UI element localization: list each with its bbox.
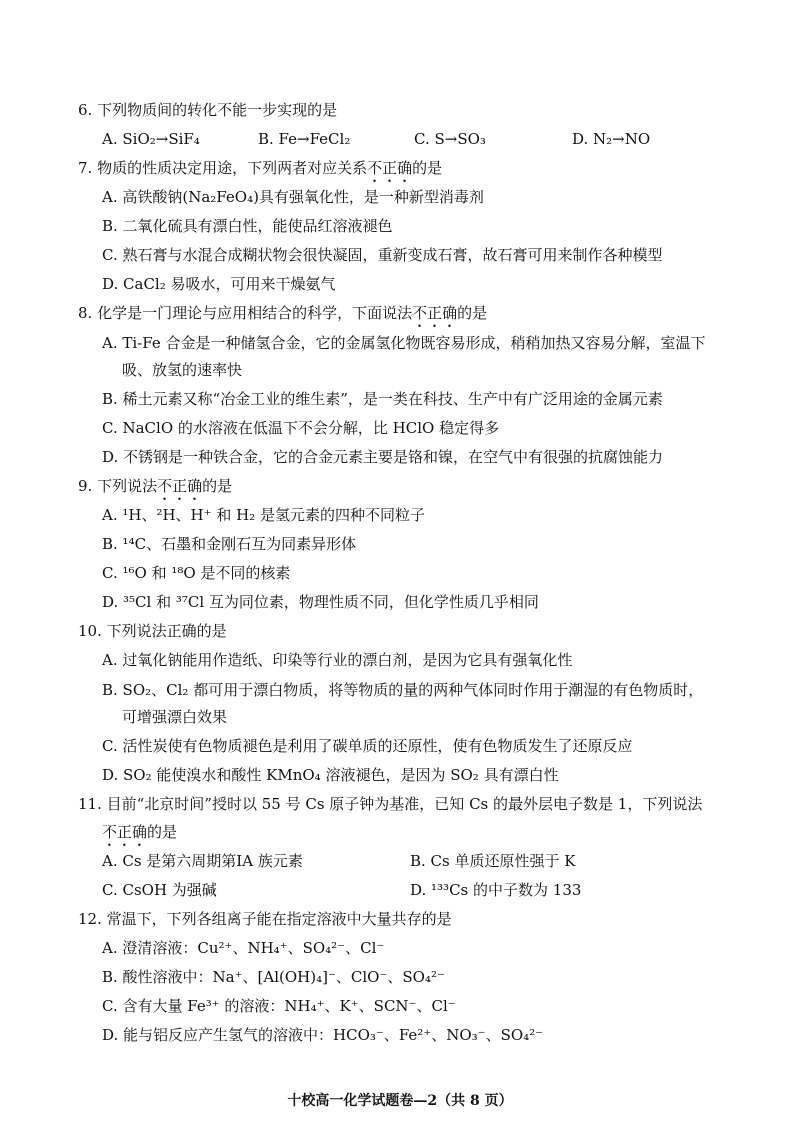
q9-stem-pre: 9. 下列说法 <box>78 477 158 495</box>
question-11-stem: 11. 目前“北京时间”授时以 55 号 Cs 原子钟为基准，已知 Cs 的最外层电子数是 1，下列说法 <box>78 795 703 813</box>
q11-option-b: B. Cs 单质还原性强于 K <box>410 852 576 870</box>
q9-option-b: B. ¹⁴C、石墨和金刚石互为同素异形体 <box>102 535 357 553</box>
q9-stem-emphasis: 不正确 <box>157 477 203 495</box>
q7-option-a: A. 高铁酸钠(Na₂FeO₄)具有强氧化性，是一种新型消毒剂 <box>102 188 484 206</box>
page-footer: 十校高一化学试题卷—2（共 8 页） <box>287 1093 513 1109</box>
q8-option-c: C. NaClO 的水溶液在低温下不会分解，比 HClO 稳定得多 <box>102 419 500 437</box>
q8-option-a-continued: 吸、放氢的速率快 <box>122 361 243 379</box>
q9-option-c: C. ¹⁶O 和 ¹⁸O 是不同的核素 <box>102 564 291 582</box>
question-6-stem: 6. 下列物质间的转化不能一步实现的是 <box>78 101 338 119</box>
q6-option-c: C. S→SO₃ <box>414 130 486 148</box>
question-10-stem: 10. 下列说法正确的是 <box>78 622 227 640</box>
q6-option-b: B. Fe→FeCl₂ <box>258 130 351 148</box>
q6-option-a: A. SiO₂→SiF₄ <box>102 130 200 148</box>
q10-option-b: B. SO₂、Cl₂ 都可用于漂白物质，将等物质的量的两种气体同时作用于潮湿的有色物质时， <box>102 681 704 699</box>
q9-stem-post: 的是 <box>202 477 233 495</box>
q8-option-d: D. 不锈钢是一种铁合金，它的合金元素主要是铬和镍，在空气中有很强的抗腐蚀能力 <box>102 448 664 466</box>
q7-option-c: C. 熟石膏与水混合成糊状物会很快凝固，重新变成石膏，故石膏可用来制作各种模型 <box>102 246 663 264</box>
q8-stem-post: 的是 <box>457 304 488 322</box>
q7-option-b: B. 二氧化硫具有漂白性，能使品红溶液褪色 <box>102 217 393 235</box>
question-7-stem <box>78 158 442 186</box>
q8-option-b: B. 稀土元素又称“冶金工业的维生素”，是一类在科技、生产中有广泛用途的金属元素 <box>102 390 663 408</box>
q12-option-c: C. 含有大量 Fe³⁺ 的溶液：NH₄⁺、K⁺、SCN⁻、Cl⁻ <box>102 997 456 1015</box>
q7-option-d: D. CaCl₂ 易吸水，可用来干燥氨气 <box>102 275 336 293</box>
q9-option-d: D. ³⁵Cl 和 ³⁷Cl 互为同位素，物理性质不同，但化学性质几乎相同 <box>102 593 539 611</box>
q12-option-d: D. 能与铝反应产生氢气的溶液中：HCO₃⁻、Fe²⁺、NO₃⁻、SO₄²⁻ <box>102 1026 544 1044</box>
q7-stem-emphasis: 不正确 <box>367 159 413 177</box>
question-8-stem <box>78 303 487 331</box>
question-12-stem: 12. 常温下，下列各组离子能在指定溶液中大量共存的是 <box>78 910 452 928</box>
q11-stem-emphasis: 不正确 <box>102 823 148 841</box>
q11-option-d: D. ¹³³Cs 的中子数为 133 <box>410 881 582 899</box>
q11-stem-post: 的是 <box>147 823 178 841</box>
q10-option-c: C. 活性炭使有色物质褪色是利用了碳单质的还原性，使有色物质发生了还原反应 <box>102 737 633 755</box>
q10-option-d: D. SO₂ 能使溴水和酸性 KMnO₄ 溶液褪色，是因为 SO₂ 具有漂白性 <box>102 766 559 784</box>
q10-option-b-continued: 可增强漂白效果 <box>122 708 228 726</box>
q8-option-a: A. Ti-Fe 合金是一种储氢合金，它的金属氢化物既容易形成，稍稍加热又容易分解，室温下 <box>102 334 706 352</box>
q8-stem-pre: 8. 化学是一门理论与应用相结合的科学，下面说法 <box>78 304 413 322</box>
q9-option-a: A. ¹H、²H、H⁺ 和 H₂ 是氢元素的四种不同粒子 <box>102 506 425 524</box>
question-11-stem-continued <box>102 822 177 850</box>
q10-option-a: A. 过氧化钠能用作造纸、印染等行业的漂白剂，是因为它具有强氧化性 <box>102 651 573 669</box>
q7-stem-pre: 7. 物质的性质决定用途，下列两者对应关系 <box>78 159 368 177</box>
q11-option-c: C. CsOH 为强碱 <box>102 881 217 899</box>
q7-stem-post: 的是 <box>412 159 443 177</box>
q12-option-b: B. 酸性溶液中：Na⁺、[Al(OH)₄]⁻、ClO⁻、SO₄²⁻ <box>102 968 445 986</box>
q12-option-a: A. 澄清溶液：Cu²⁺、NH₄⁺、SO₄²⁻、Cl⁻ <box>102 939 385 957</box>
q8-stem-emphasis: 不正确 <box>412 304 458 322</box>
question-9-stem <box>78 476 232 504</box>
q6-option-d: D. N₂→NO <box>572 130 651 148</box>
q11-option-a: A. Cs 是第六周期第ⅠA 族元素 <box>102 852 303 870</box>
